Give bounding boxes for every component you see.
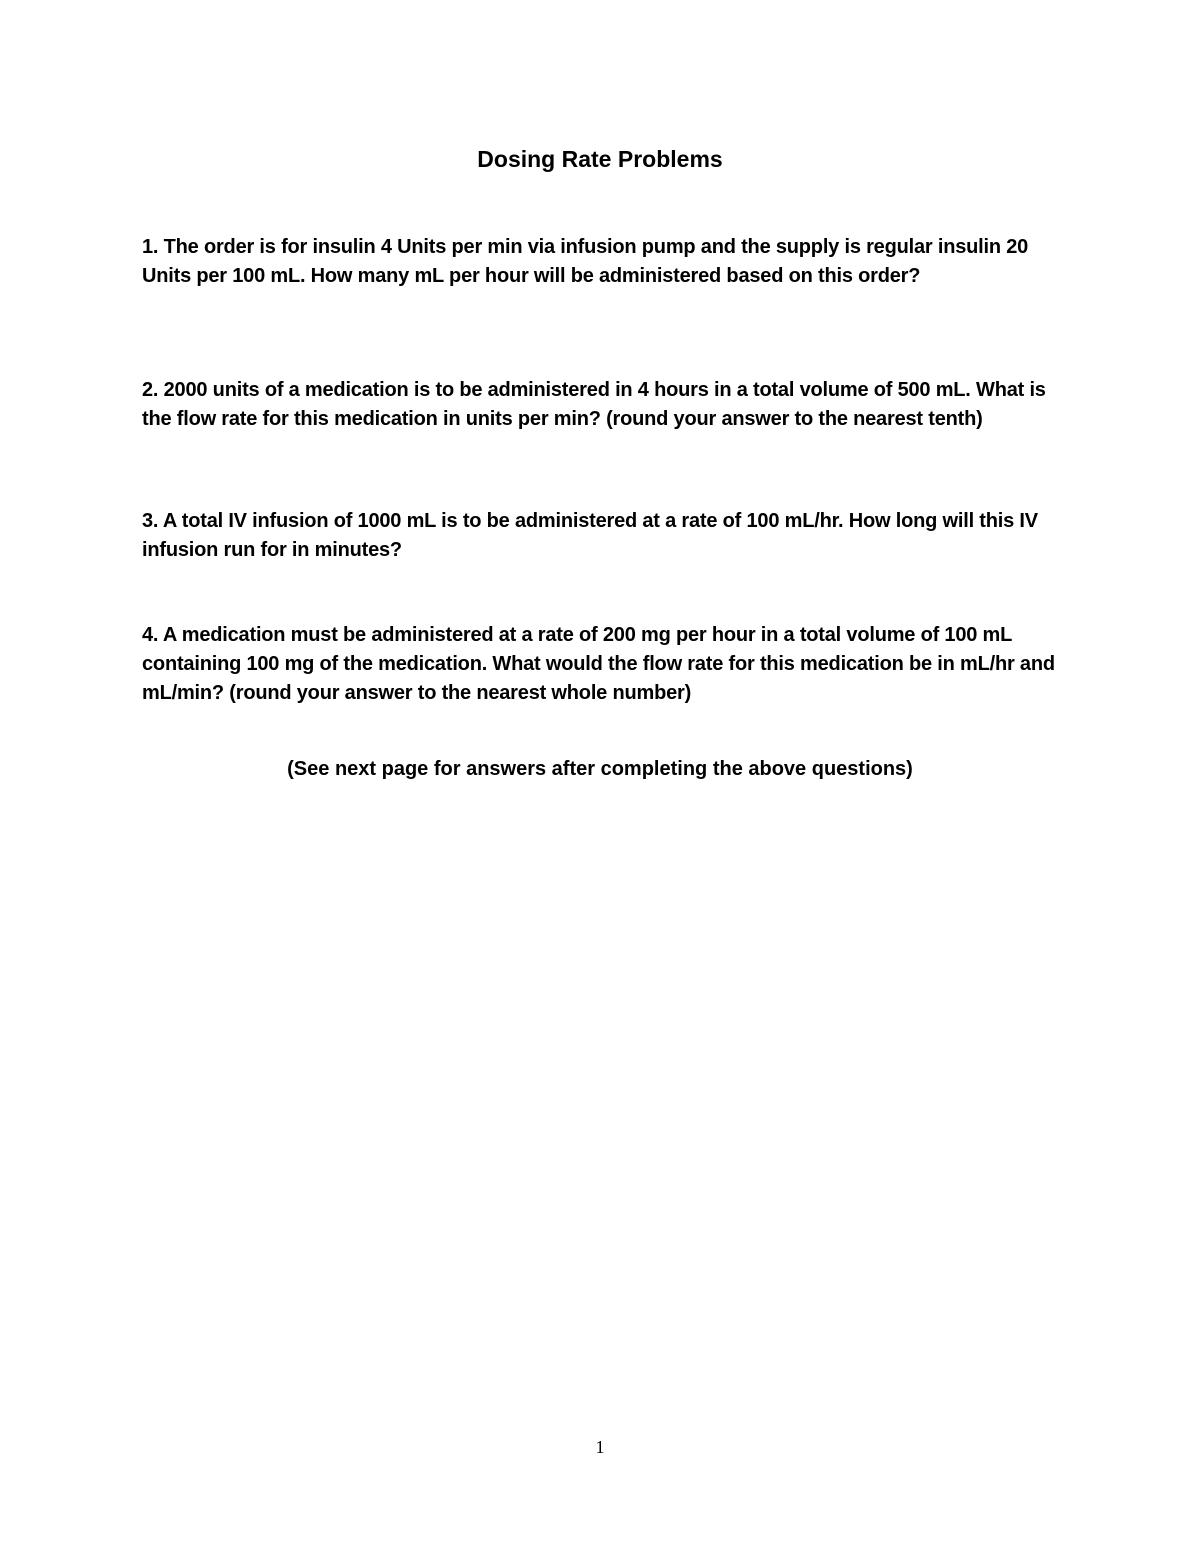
question-3: 3. A total IV infusion of 1000 mL is to be administered at a rate of 100 mL/hr. How long will this IV infusion run for in minutes? [142, 510, 1038, 561]
answers-note: (See next page for answers after completing the above questions) [287, 758, 913, 780]
question-4: 4. A medication must be administered at a rate of 200 mg per hour in a total volume of 100 mL containing 100 mg of the medication. What would the flow rate for this medication be in mL/hr and mL/min? (round your answer to the nearest whole number) [142, 624, 1055, 704]
page-title: Dosing Rate Problems [477, 146, 723, 172]
question-2: 2. 2000 units of a medication is to be administered in 4 hours in a total volume of 500 mL. What is the flow rate for this medication in units per min? (round your answer to the nearest tenth) [142, 379, 1046, 430]
page-number: 1 [595, 1437, 605, 1457]
question-1: 1. The order is for insulin 4 Units per min via infusion pump and the supply is regular insulin 20 Units per 100 mL. How many mL per hour will be administered based on this order? [142, 236, 1029, 287]
